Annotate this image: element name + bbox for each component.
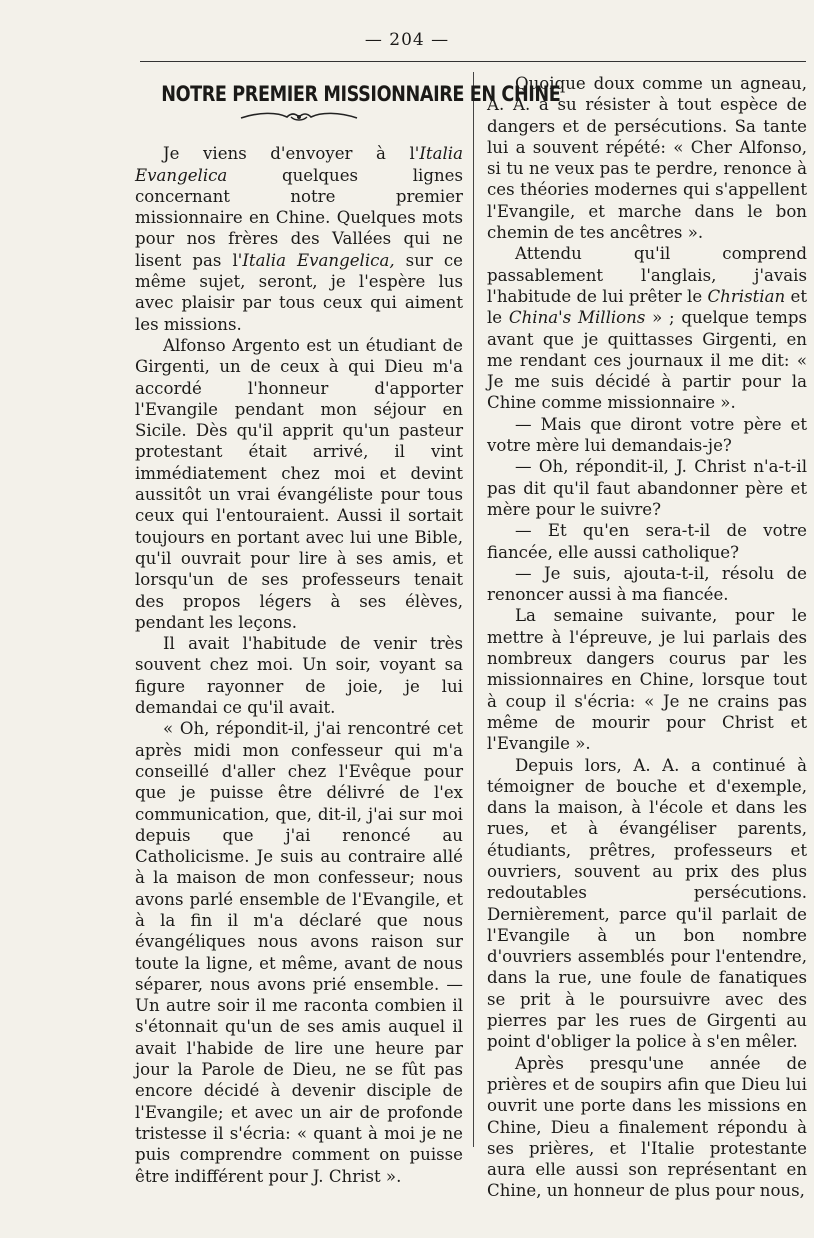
paragraph-text: sur ce même sujet, seront, je l'espère lus avec plaisir par tous ceux qui aiment les missions. — [135, 250, 463, 334]
paragraph-p8 — [487, 456, 807, 520]
left-column-body — [135, 143, 463, 1187]
right-column-body — [487, 73, 807, 1202]
paragraph-p4 — [135, 718, 463, 1187]
paragraph-text: Quoique doux comme un agneau, A. A. a su résister à tout espèce de dangers et de persécutions. Sa tante lui a souvent répété: « Cher Alfonso, si tu ne veux pas te perdre, renonce à ces théories modernes qui s'appellent l'Evangile, et marche dans le bon chemin de tes ancêtres ». — [487, 74, 807, 243]
paragraph-text: Attendu qu'il comprend passablement l'anglais, j'avais l'habitude de lui prêter le — [487, 244, 807, 306]
paragraph-text: Je viens d'envoyer à l' — [163, 144, 420, 164]
paragraph-p9 — [487, 520, 807, 563]
paragraph-text: — Je suis, ajouta-t-il, résolu de renoncer aussi à ma fiancée. — [487, 563, 807, 605]
paragraph-text: — Oh, répondit-il, J. Christ n'a-t-il pas dit qu'il faut abandonner père et mère pour le suivre? — [487, 457, 807, 519]
article-title: NOTRE PREMIER MISSIONNAIRE EN CHINE — [161, 82, 561, 106]
italic-text: Italia Evangelica, — [242, 250, 395, 270]
paragraph-text: « Oh, répondit-il, j'ai rencontré cet après midi mon confesseur qui m'a conseillé d'aller chez l'Evêque pour que je puisse être délivré de l'ex communication, que, dit-il, j'ai sur moi depuis que j'ai renoncé au Catholicisme. Je suis au contraire allé à la maison de mon confesseur; nous avons parlé ensemble de l'Evangile, et à la fin il m'a déclaré que nous évangéliques nous avons raison sur toute la ligne, et même, avant de nous séparer, nous avons prié ensemble. — Un autre soir il me raconta combien il s'étonnait qu'un de ses amis auquel il avait l'habide de lire une heure par jour la Parole de Dieu, ne se fût pas encore décidé à devenir disciple de l'Evangile; et avec un air de profonde tristesse il s'écria: « quant à moi je ne puis comprendre comment on puisse être indifférent pour J. Christ ». — [135, 719, 463, 1186]
left-column — [135, 75, 561, 1187]
paragraph-text: — Et qu'en sera-t-il de votre fiancée, elle aussi catholique? — [487, 521, 807, 562]
paragraph-text: Il avait l'habitude de venir très souvent chez moi. Un soir, voyant sa figure rayonner de joie, je lui demandai ce qu'il avait. — [135, 634, 463, 718]
paragraph-p11 — [487, 605, 807, 754]
paragraph-p10 — [487, 563, 807, 606]
paragraph-text: quelques lignes concernant notre premier missionnaire en Chine. Quelques mots pour nos frères des Vallées qui ne lisent pas l' — [135, 165, 463, 270]
italic-text: China's Millions — [508, 308, 646, 328]
paragraph-p6 — [487, 243, 807, 413]
paragraph-p12 — [487, 755, 807, 1053]
header-rule — [140, 61, 806, 62]
title-ornament-icon — [239, 109, 359, 125]
paragraph-text: » ; quelque temps avant que je quittasses Girgenti, en me rendant ces journaux il me dit: « Je me suis décidé à partir pour la Chine comme missionnaire ». — [487, 308, 807, 413]
column-divider — [473, 72, 474, 1147]
paragraph-text: La semaine suivante, pour le mettre à l'épreuve, je lui parlais des nombreux dangers courus par les missionnaires en Chine, lorsque tout à coup il s'écria: « Je ne crains pas même de mourir pour Christ et l'Evangile ». — [487, 606, 807, 754]
paragraph-text: Depuis lors, A. A. a continué à témoigner de bouche et d'exemple, dans la maison, à l'école et dans les rues, et à évangéliser parents, étudiants, prêtres, professeurs et ouvriers, souvent au prix des plus redoutables persécutions. Dernièrement, parce qu'il parlait de l'Evangile à un bon nombre d'ouvriers assemblés pour l'entendre, dans la rue, une foule de fanatiques se prit à le poursuivre avec des pierres par les rues de Girgenti au point d'obliger la police à s'en mêler. — [487, 755, 807, 1052]
paragraph-text: — Mais que diront votre père et votre mère lui demandais-je? — [487, 414, 807, 456]
paragraph-p13 — [487, 1053, 807, 1202]
italic-text: Italia Evangelica — [135, 144, 463, 185]
page-number: — 204 — — [364, 30, 450, 50]
paragraph-p2 — [135, 335, 463, 633]
paragraph-text: Après presqu'une année de prières et de soupirs afin que Dieu lui ouvrit une porte dans les missions en Chine, Dieu a finalement répondu à ses prières, et l'Italie protestante aura elle aussi son représentant en Chine, un honneur de plus pour nous, — [487, 1053, 807, 1201]
paragraph-p1 — [135, 143, 463, 335]
paragraph-p5 — [487, 73, 807, 243]
paragraph-text: Alfonso Argento est un étudiant de Girgenti, un de ceux à qui Dieu m'a accordé l'honneur d'apporter l'Evangile pendant mon séjour en Sicile. Dès qu'il apprit qu'un pasteur protestant était arrivé, il vint immédiatement chez moi et devint aussitôt un vrai évangéliste pour tous ceux qui l'entouraient. Aussi il sortait toujours en portant avec lui une Bible, qu'il ouvrait pour lire à ses amis, et lorsqu'un de ses professeurs tenait des propos légers à ses élèves, pendant les leçons. — [135, 335, 463, 632]
paragraph-p7 — [487, 414, 807, 457]
paragraph-p3 — [135, 633, 463, 718]
paragraph-text: et le — [487, 286, 808, 328]
right-column — [487, 73, 807, 1202]
italic-text: Christian — [707, 286, 786, 306]
